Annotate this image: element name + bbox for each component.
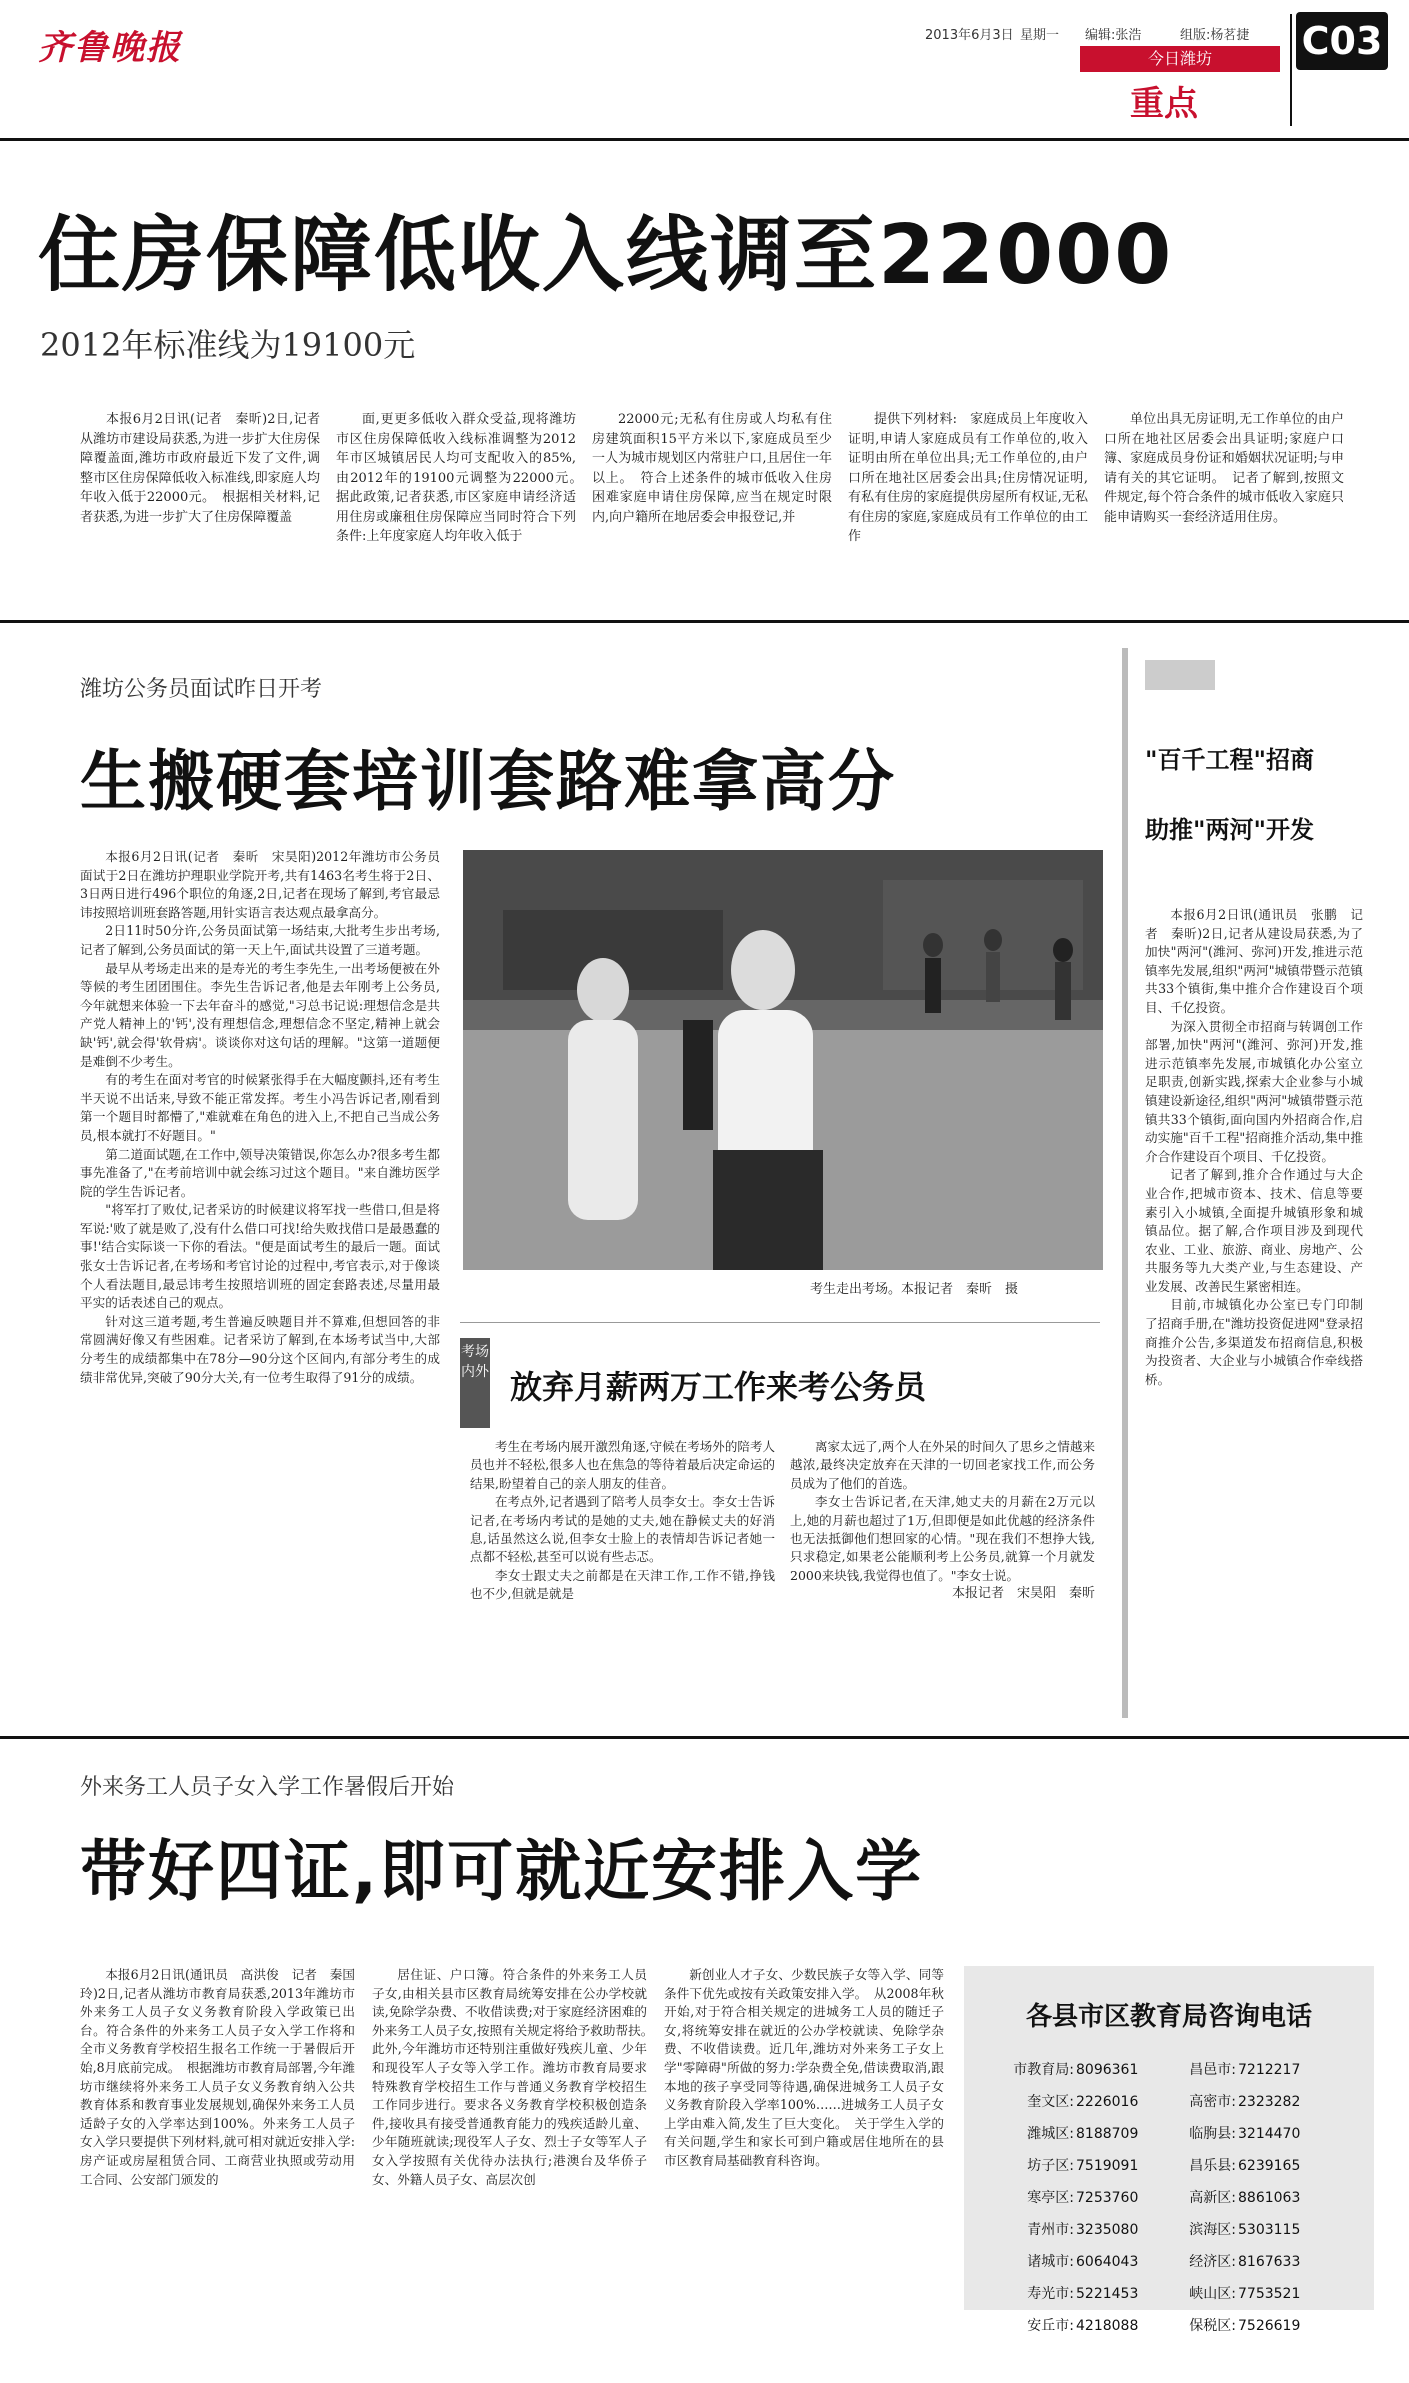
story3-column: 新创业人才子女、少数民族子女等入学、同等条件下优先或按有关政策安排入学。 从2008年秋开始,对于符合相关规定的进城务工人员的随迁子女,将统筹安排在就近的公办学校就读、免除学杂费、不收借读费。近几年,潍坊对外来务工子女上学"零障碍"所做的努力:学杂费全免,借读费取消,跟本地的孩子享受同等待遇,确保进城务工人员子女义务教育阶段入学率100%……进城务工人员子女上学由难入简,发生了巨大变化。 关于学生入学的有关问题,学生和家长可到户籍或居住地所在的县市区教育局基础教育科咨询。 — [664, 1967, 944, 2168]
layout-credit: 组版:杨茗捷 — [1180, 28, 1250, 43]
story2-body: 本报6月2日讯(记者 秦昕 宋昊阳)2012年潍坊市公务员面试于2日在潍坊护理职业学院开考,共有1463名考生将于2日、3日两日进行496个职位的角逐,2日,记者在现场了解到,考官最忌讳按照培训班套路答题,用针实语言表达观点最拿高分。 2日11时50分许,公务员面试第一场结束,大批考生步出考场,记者了解到,公务员面试的第一天上午,面试共设置了三道考题。 最早从考场走出来的是寿光的考生李先生,一出考场便被在外等候的考生团团围住。李先生告诉记者,他是去年刚考上公务员,今年就想来体验一下去年奋斗的感觉,"习总书记说:理想信念是共产党人精神上的'钙',没有理想信念,理想信念不坚定,精神上就会缺'钙',就会得'软骨病'。谈谈你对这句话的理解。"这第一道题便是难倒不少考生。 有的考生在面对考官的时候紧张得手在大幅度颤抖,还有考生半天说不出话来,导致不能正常发挥。考生小冯告诉记者,刚看到第一个题目时都懵了,"难就难在角色的进入上,不把自己当成公务员,根本就打不好题目。" 第二道面试题,在工作中,领导决策错误,你怎么办?很多考生都事先准备了,"在考前培训中就会练习过这个题目。"来自潍坊医学院的学生告诉记者。 "将军打了败仗,记者采访的时候建议将军找一些借口,但是将军说:'败了就是败了,没有什么借口可找!给失败找借口是最愚蠢的事!'结合实际谈一下你的看法。"便是面试考生的最后一题。面试张女士告诉记者,在考场和考官讨论的过程中,考官表示,对于像谈个人看法题目,最忌讳考生按照培训班的固定套路表述,尽量用最平实的话表述自己的观点。 针对这三道考题,考生普遍反映题目并不算难,但想回答的非常圆满好像又有些困难。记者采访了解到,在本场考试当中,大部分考生的成绩都集中在78分—90分这个区间内,有部分考生的成绩非常优异,突破了90分大关,有一位考生取得了91分的成绩。 — [80, 849, 440, 1385]
side-story-headline-1: "百千工程"招商 — [1145, 746, 1315, 774]
phone-row: 市教育局: 8096361 昌邑市: 7212217 — [1013, 2062, 1301, 2078]
photo-illustration — [463, 850, 1103, 1270]
story3-headline: 带好四证,即可就近安排入学 — [80, 1833, 924, 1910]
side-story-bar — [1122, 648, 1128, 1718]
editor-credit: 编辑:张浩 — [1085, 28, 1142, 43]
story3-column: 本报6月2日讯(通讯员 高洪俊 记者 秦国玲)2日,记者从潍坊市教育局获悉,2013年潍坊市外来务工人员子女义务教育阶段入学政策已出台。符合条件的外来务工人员子女入学工作将和全市义务教育学校招生报名工作统一于暑假后开始,8月底前完成。 根据潍坊市教育局部署,今年潍坊市继续将外来务工人员子女义务教育纳入公共教育体系和教育事业发展规划,确保外来务工人员适龄子女的入学率达到100%。外来务工人员子女入学只要提供下列材料,就可相对就近安排入学:房产证或房屋租赁合同、工商营业执照或劳动用工合同、公安部门颁发的 — [80, 1967, 355, 2187]
side-story-body: 本报6月2日讯(通讯员 张鹏 记者 秦昕)2日,记者从建设局获悉,为了加快"两河"(潍河、弥河)开发,推进示范镇率先发展,组织"两河"城镇带暨示范镇共33个镇街,集中推介合作建设百个项目、千亿投资。 为深入贯彻全市招商与转调创工作部署,加快"两河"(潍河、弥河)开发,推进示范镇率先发展,市城镇化办公室立足职责,创新实践,探索大企业参与小城镇建设新途径,组织"两河"城镇带暨示范镇共33个镇街,面向国内外招商合作,启动实施"百千工程"招商推介活动,集中推介合作建设百个项目、千亿投资。 记者了解到,推介合作通过与大企业合作,把城市资本、技术、信息等要素引入小城镇,全面提升城镇形象和城镇品位。据了解,合作项目涉及到现代农业、工业、旅游、商业、房地产、公共服务等九大类产业,与生态建设、产业发展、改善民生紧密相连。 目前,市城镇化办公室已专门印制了招商手册,在"潍坊投资促进网"登录招商推介公告,多渠道发布招商信息,积极为投资者、大企业与小城镇合作牵线搭桥。 — [1145, 907, 1363, 1387]
issue-weekday: 星期一 — [1020, 28, 1060, 43]
story1-column: 本报6月2日讯(记者 秦昕)2日,记者从潍坊市建设局获悉,为进一步扩大住房保障覆盖面,潍坊市政府最近下发了文件,调整市区住房保障低收入标准线,即家庭人均年收入低于22000元。 根据相关材料,记者获悉,为进一步扩大了住房保障覆盖 — [80, 412, 320, 525]
story1-column: 22000元;无私有住房或人均私有住房建筑面积15平方米以下,家庭成员至少一人为城市规划区内常驻户口,且居住一年以上。 符合上述条件的城市低收入住房困难家庭申请住房保障,应当在规定时限内,向户籍所在地居委会申报登记,并 — [592, 412, 832, 525]
section-key: 重点 — [1130, 84, 1198, 124]
masthead-divider — [1290, 14, 1292, 126]
story1-column: 提供下列材料: 家庭成员上年度收入证明,申请人家庭成员有工作单位的,收入证明由所在单位出具;无工作单位的,由户口所在地社区居委会出具;住房情况证明,有私有住房的家庭提供房屋所有权证,无私有住房的家庭,家庭成员有工作单位的由工作 — [848, 412, 1088, 544]
phone-row: 寿光市: 5221453 峡山区: 7753521 — [1027, 2286, 1301, 2302]
sidebar-column: 离家太远了,两个人在外呆的时间久了思乡之情越来越浓,最终决定放弃在天津的一切回老家找工作,而公务员成为了他们的首选。 李女士告诉记者,在天津,她丈夫的月薪在2万元以上,她的月薪也超过了1万,但即便是如此优越的经济条件也无法抵御他们想回家的心情。"现在我们不想挣大钱,只求稳定,如果老公能顺利考上公务员,就算一个月就发2000来块钱,我觉得也值了。"李女士说。 本报记者 宋昊阳 秦昕 — [790, 1438, 1095, 1604]
story1-column: 单位出具无房证明,无工作单位的由户口所在地社区居委会出具证明;家庭户口簿、家庭成员身份证和婚姻状况证明;与申请有关的其它证明。 记者了解到,按照文件规定,每个符合条件的城市低收入家庭只能申请购买一套经济适用住房。 — [1104, 412, 1344, 525]
story2-headline: 生搬硬套培训套路难拿高分 — [80, 743, 896, 820]
story3-column: 居住证、户口簿。符合条件的外来务工人员子女,由相关县市区教育局统筹安排在公办学校就读,免除学杂费、不收借读费;对于家庭经济困难的外来务工人员子女,按照有关规定将给予救助帮扶。 此外,今年潍坊市还特别注重做好残疾儿童、少年和现役军人子女等入学工作。潍坊市教育局要求特殊教育学校招生工作与普通义务教育学校招生工作同步进行。要求各义务教育学校积极创造条件,接收具有接受普通教育能力的残疾适龄儿童、少年随班就读;现役军人子女、烈士子女等军人子女入学按照有关优待办法执行;港澳台及华侨子女、外籍人员子女、高层次创 — [372, 1967, 660, 2187]
photo-caption: 考生走出考场。本报记者 秦昕 摄 — [810, 1282, 1019, 1297]
page-number: C03 — [1296, 12, 1388, 70]
story1-subhead: 2012年标准线为19100元 — [40, 326, 416, 364]
phone-row: 寒亭区: 7253760 高新区: 8861063 — [1027, 2190, 1301, 2206]
story2-kicker: 潍坊公务员面试昨日开考 — [80, 677, 323, 702]
phone-row: 诸城市: 6064043 经济区: 8167633 — [1027, 2254, 1301, 2270]
story3-kicker: 外来务工人员子女入学工作暑假后开始 — [80, 1775, 455, 1800]
sidebar-column: 考生在考场内展开激烈角逐,守候在考场外的陪考人员也并不轻松,很多人也在焦急的等待着最后决定命运的结果,盼望着自己的亲人朋友的佳音。 在考点外,记者遇到了陪考人员李女士。李女士告诉记者,在考场内考试的是她的丈夫,她在静候丈夫的好消息,话虽然这么说,但李女士脸上的表情却告诉记者她一点都不轻松,甚至可以说有些忐忑。 李女士跟丈夫之前都是在天津工作,工作不错,挣钱也不少,但就是就是 — [470, 1439, 775, 1602]
newspaper-logo: 齐鲁晚报 — [38, 28, 182, 68]
masthead-rule — [0, 138, 1409, 141]
sidebar-byline: 本报记者 宋昊阳 秦昕 — [951, 1586, 1095, 1602]
phone-directory-title: 各县市区教育局咨询电话 — [1025, 2002, 1312, 2032]
story1-headline: 住房保障低收入线调至22000 — [38, 208, 1174, 303]
phone-directory-table — [1012, 2054, 1336, 2342]
story2-rule — [0, 1736, 1409, 1739]
phone-row: 潍城区: 8188709 临朐县: 3214470 — [1027, 2126, 1301, 2142]
side-story-headline-2: 助推"两河"开发 — [1145, 816, 1315, 844]
phone-row: 青州市: 3235080 滨海区: 5303115 — [1027, 2222, 1301, 2238]
exam-photo — [463, 850, 1103, 1270]
sidebar-rule — [460, 1322, 1100, 1323]
sidebar-kicker-tag: 考场内外 — [460, 1338, 490, 1428]
phone-row: 坊子区: 7519091 昌乐县: 6239165 — [1027, 2158, 1301, 2174]
story1-column: 面,更更多低收入群众受益,现将潍坊市区住房保障低收入线标准调整为2012年市区城镇居民人均可支配收入的85%,由2012年的19100元调整为22000元。 据此政策,记者获悉,市区家庭申请经济适用住房或廉租住房保障应当同时符合下列条件:上年度家庭人均年收入低于 — [336, 412, 590, 544]
story1-rule — [0, 620, 1409, 623]
side-story-shade — [1145, 660, 1215, 690]
phone-row: 奎文区: 2226016 高密市: 2323282 — [1027, 2094, 1301, 2110]
issue-date: 2013年6月3日 — [925, 28, 1014, 43]
section-tag: 今日潍坊 — [1080, 46, 1280, 72]
phone-row: 安丘市: 4218088 保税区: 7526619 — [1027, 2318, 1301, 2334]
sidebar-headline: 放弃月薪两万工作来考公务员 — [510, 1368, 927, 1406]
